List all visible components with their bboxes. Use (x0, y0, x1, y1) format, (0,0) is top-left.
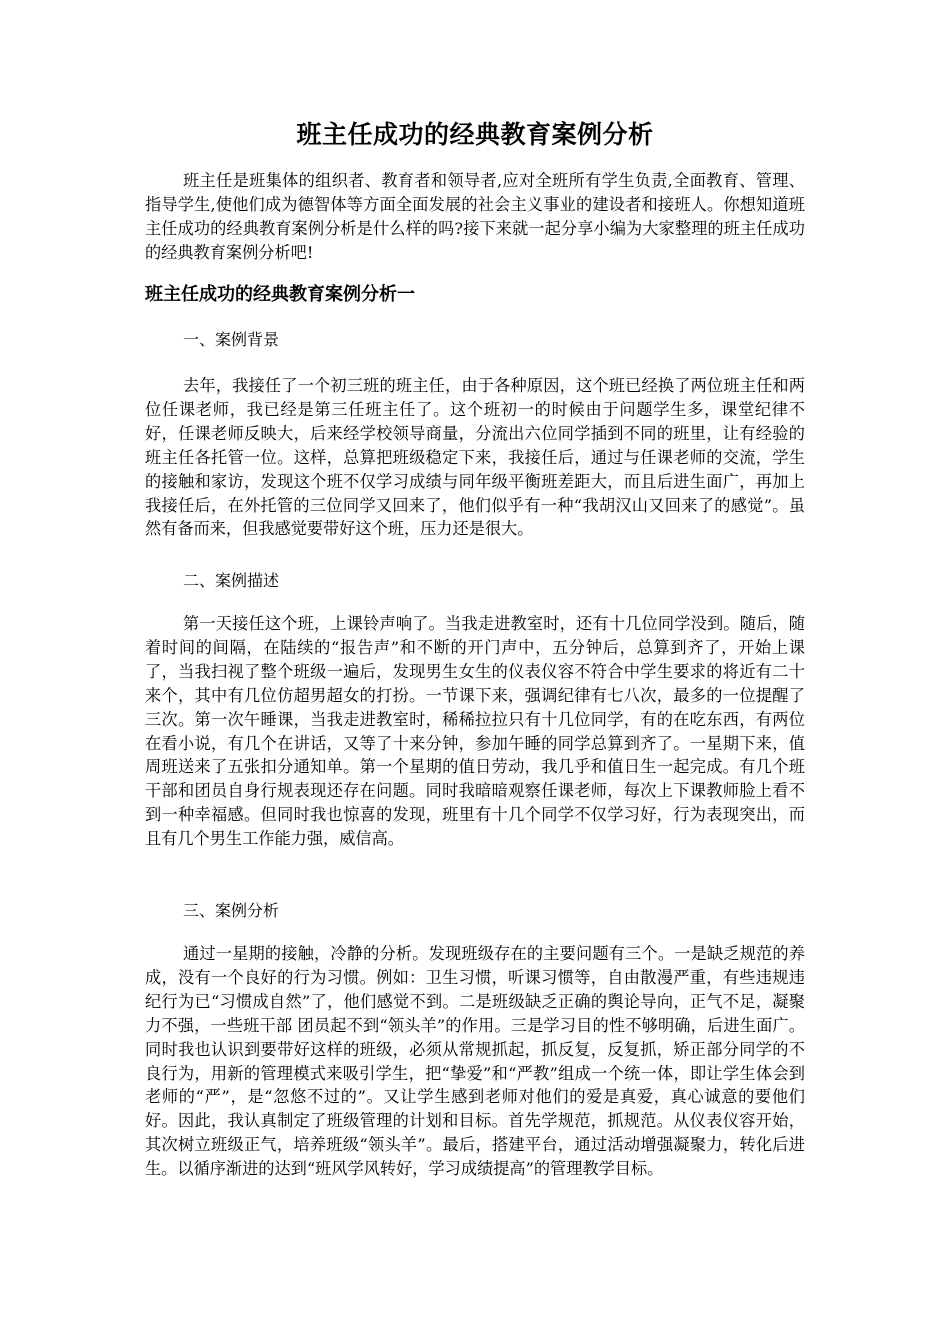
section-heading: 班主任成功的经典教育案例分析一 (145, 284, 415, 305)
subheading-description: 二、案例描述 (183, 571, 280, 590)
description-paragraph: 第一天接任这个班，上课铃声响了。当我走进教室时，还有十几位同学没到。随后，随着时间的间隔，在陆续的“报告声”和不断的开门声中，五分钟后，总算到齐了，开始上课了，当我扫视了整个班级一遍后，发现男生女生的仪表仪容不符合中学生要求的将近有二十来个，其中有几位仿超男超女的打扮。一节课下来，强调纪律有七八次，最多的一位提醒了三次。第一次午睡课，当我走进教室时，稀稀拉拉只有十几位同学，有的在吃东西，有两位在看小说，有几个在讲话，又等了十来分钟，参加午睡的同学总算到齐了。一星期下来，值周班送来了五张扣分通知单。第一个星期的值日劳动，我几乎和值日生一起完成。有几个班干部和团员自身行规表现还存在问题。同时我暗暗观察任课老师，每次上下课教师脸上看不到一种幸福感。但同时我也惊喜的发现，班里有十几个同学不仅学习好，行为表现突出，而且有几个男生工作能力强，威信高。 (145, 614, 805, 849)
analysis-paragraph: 通过一星期的接触，冷静的分析。发现班级存在的主要问题有三个。一是缺乏规范的养成，没有一个良好的行为习惯。例如：卫生习惯，听课习惯等，自由散漫严重，有些违规违纪行为已“习惯成自然”了，他们感觉不到。二是班级缺乏正确的舆论导向，正气不足，凝聚力不强，一些班干部 团员起不到“领头羊”的作用。三是学习目的性不够明确，后进生面广。同时我也认识到要带好这样的班级，必须从常规抓起，抓反复，反复抓，矫正部分同学的不良行为，用新的管理模式来吸引学生，把“挚爱”和“严教”组成一个统一体，即让学生体会到老师的“严”，是“忽悠不过的”。又让学生感到老师对他们的爱是真爱，真心诚意的要他们好。因此，我认真制定了班级管理的计划和目标。首先学规范，抓规范。从仪表仪容开始，其次树立班级正气，培养班级“领头羊”。最后，搭建平台，通过活动增强凝聚力，转化后进生。以循序渐进的达到“班风学风转好，学习成绩提高”的管理教学目标。 (145, 944, 805, 1179)
subheading-analysis: 三、案例分析 (183, 901, 280, 920)
page-title: 班主任成功的经典教育案例分析 (296, 120, 654, 149)
subheading-background: 一、案例背景 (183, 330, 280, 349)
background-paragraph: 去年，我接任了一个初三班的班主任，由于各种原因，这个班已经换了两位班主任和两位任课老师，我已经是第三任班主任了。这个班初一的时候由于问题学生多，课堂纪律不好，任课老师反映大，后来经学校领导商量，分流出六位同学插到不同的班里，让有经验的班主任各托管一位。这样，总算把班级稳定下来，我接任后，通过与任课老师的交流，学生的接触和家访，发现这个班不仅学习成绩与同年级平衡班差距大，而且后进生面广，再加上我接任后，在外托管的三位同学又回来了，他们似乎有一种“我胡汉山又回来了的感觉”。虽然有备而来，但我感觉要带好这个班，压力还是很大。 (145, 376, 805, 539)
intro-paragraph: 班主任是班集体的组织者、教育者和领导者,应对全班所有学生负责,全面教育、管理、指导学生,使他们成为德智体等方面全面发展的社会主义事业的建设者和接班人。你想知道班主任成功的经典教育案例分析是什么样的吗?接下来就一起分享小编为大家整理的班主任成功的经典教育案例分析吧! (145, 171, 805, 262)
